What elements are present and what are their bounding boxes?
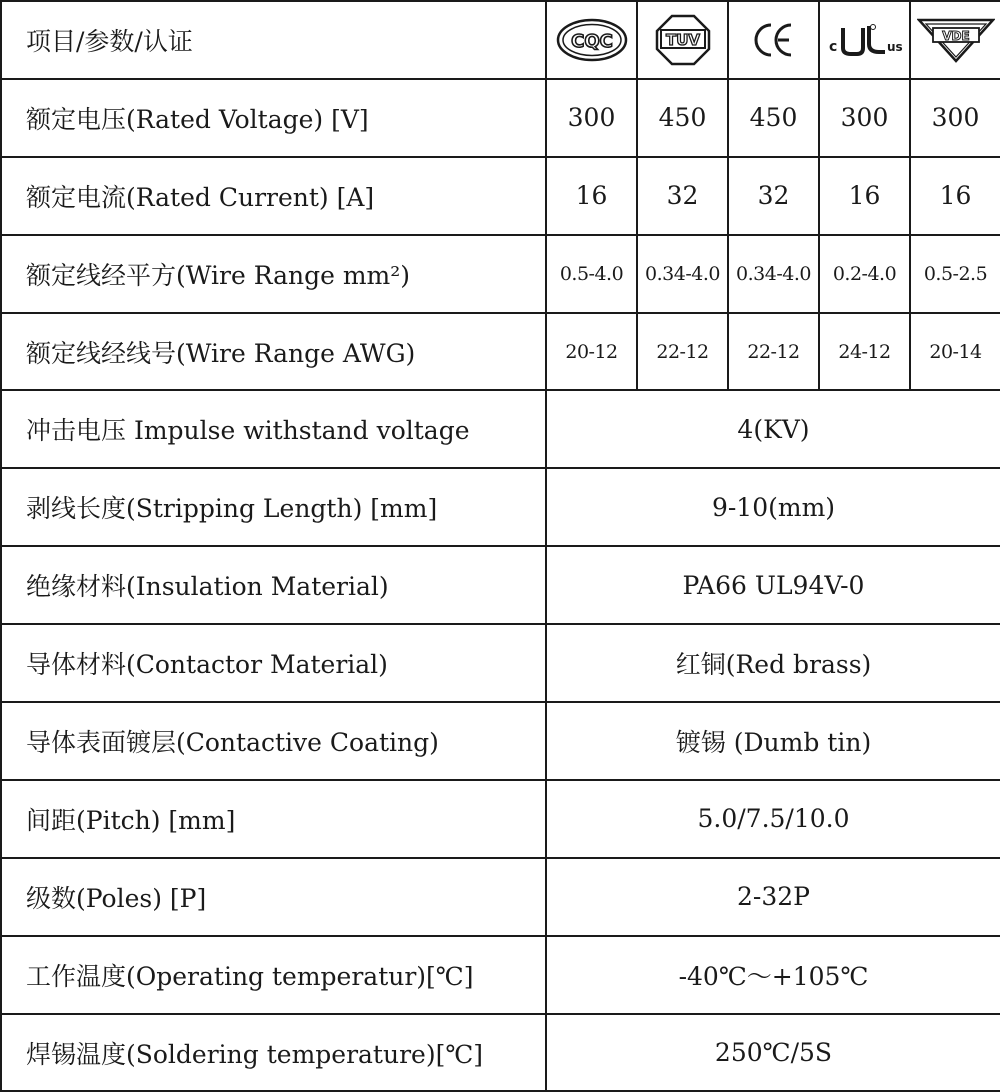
- table-row: [1, 780, 1000, 858]
- table-row: [1, 702, 1000, 780]
- ce-value: 32: [728, 157, 819, 235]
- curus-logo-icon: [819, 1, 910, 79]
- row-label: 额定电流(Rated Current) [A]: [1, 157, 546, 235]
- tuv-value: 0.34-4.0: [637, 235, 728, 313]
- vde-logo-icon: [910, 1, 1000, 79]
- curus-value: 300: [819, 79, 910, 157]
- row-label: 工作温度(Operating temperatur)[℃]: [1, 936, 546, 1014]
- table-row: [1, 1014, 1000, 1092]
- cqc-value: 300: [546, 79, 637, 157]
- row-value: -40℃～+105℃: [546, 936, 1000, 1014]
- row-value: 9-10(mm): [546, 468, 1000, 546]
- ce-value: 450: [728, 79, 819, 157]
- vde-value: 16: [910, 157, 1000, 235]
- table-row: [1, 624, 1000, 702]
- svg-text:us: us: [886, 39, 903, 54]
- row-label: 级数(Poles) [P]: [1, 858, 546, 936]
- row-value: 红铜(Red brass): [546, 624, 1000, 702]
- vde-value: 0.5-2.5: [910, 235, 1000, 313]
- row-label: 剥线长度(Stripping Length) [mm]: [1, 468, 546, 546]
- ce-logo-icon: [728, 1, 819, 79]
- row-label: 间距(Pitch) [mm]: [1, 780, 546, 858]
- header-label: 项目/参数/认证: [1, 1, 546, 79]
- svg-text:c: c: [828, 38, 837, 55]
- row-value: 镀锡 (Dumb tin): [546, 702, 1000, 780]
- vde-value: 20-14: [910, 313, 1000, 391]
- row-label: 额定线经平方(Wire Range mm²): [1, 235, 546, 313]
- row-label: 绝缘材料(Insulation Material): [1, 546, 546, 624]
- table-row: [1, 390, 1000, 468]
- svg-text:VDE: VDE: [941, 28, 970, 43]
- row-label: 导体表面镀层(Contactive Coating): [1, 702, 546, 780]
- cqc-value: 20-12: [546, 313, 637, 391]
- tuv-value: 32: [637, 157, 728, 235]
- row-label: 额定电压(Rated Voltage) [V]: [1, 79, 546, 157]
- table-row: [1, 936, 1000, 1014]
- table-row: [1, 157, 1000, 235]
- row-label: 焊锡温度(Soldering temperature)[℃]: [1, 1014, 546, 1092]
- row-value: 250℃/5S: [546, 1014, 1000, 1092]
- row-label: 冲击电压 Impulse withstand voltage: [1, 390, 546, 468]
- ce-value: 0.34-4.0: [728, 235, 819, 313]
- cqc-value: 0.5-4.0: [546, 235, 637, 313]
- cqc-value: 16: [546, 157, 637, 235]
- table-row: [1, 79, 1000, 157]
- table-row: [1, 468, 1000, 546]
- vde-value: 300: [910, 79, 1000, 157]
- cqc-logo-icon: [546, 1, 637, 79]
- row-value: 2-32P: [546, 858, 1000, 936]
- curus-value: 0.2-4.0: [819, 235, 910, 313]
- row-label: 额定线经线号(Wire Range AWG): [1, 313, 546, 391]
- row-value: 4(KV): [546, 390, 1000, 468]
- svg-text:TUV: TUV: [665, 30, 700, 49]
- row-value: PA66 UL94V-0: [546, 546, 1000, 624]
- tuv-value: 450: [637, 79, 728, 157]
- table-row: [1, 313, 1000, 391]
- tuv-value: 22-12: [637, 313, 728, 391]
- curus-value: 24-12: [819, 313, 910, 391]
- row-value: 5.0/7.5/10.0: [546, 780, 1000, 858]
- table-row: [1, 858, 1000, 936]
- svg-text:CQC: CQC: [570, 30, 613, 52]
- table-row: [1, 546, 1000, 624]
- header-row: [1, 1, 1000, 79]
- curus-value: 16: [819, 157, 910, 235]
- tuv-logo-icon: [637, 1, 728, 79]
- ce-value: 22-12: [728, 313, 819, 391]
- row-label: 导体材料(Contactor Material): [1, 624, 546, 702]
- table-row: [1, 235, 1000, 313]
